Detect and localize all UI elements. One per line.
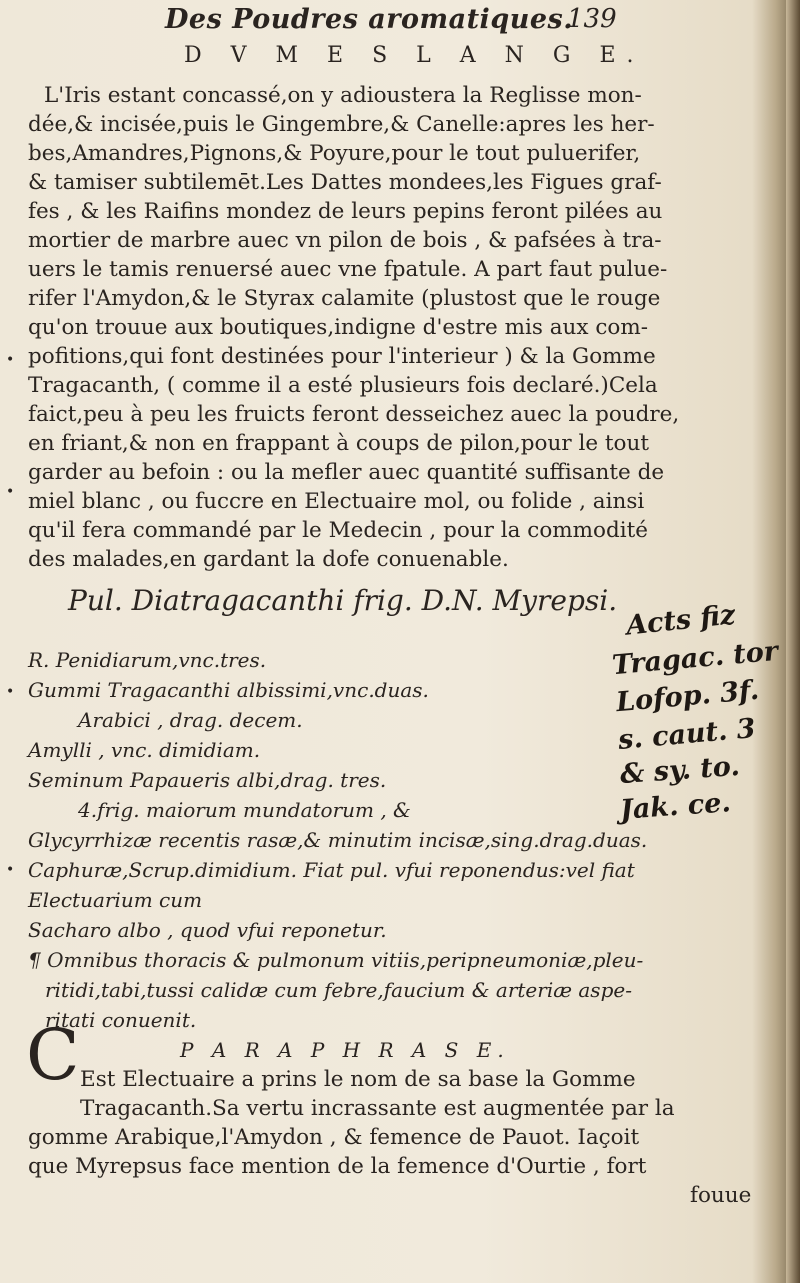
paraphrase-line: Est Electuaire a prins le nom de sa base la Gomme	[80, 1067, 636, 1092]
recipe-title: Pul. Diatragacanthi frig. D.N. Myrepsi.	[68, 584, 618, 617]
marginal-dot: •	[6, 352, 15, 368]
recipe-line: Electuarium cum	[28, 888, 203, 912]
recipe-line: Sacharo albo , quod vfui reponetur.	[28, 918, 387, 942]
recipe-line: ritidi,tabi,tussi calidæ cum febre,faucium & arteriæ aspe-	[45, 978, 632, 1002]
recipe-line: Seminum Papaueris albi,drag. tres.	[28, 768, 387, 792]
margin-note: s. caut. 3	[616, 713, 757, 756]
marginal-dot: •	[6, 484, 15, 500]
recipe-line: Amylli , vnc. dimidiam.	[28, 738, 261, 762]
paraphrase-line: Tragacanth.Sa vertu incrassante est augmentée par la	[80, 1096, 675, 1121]
recipe-line: Caphuræ,Scrup.dimidium. Fiat pul. vfui reponendus:vel fiat	[28, 858, 635, 882]
marginal-dot: •	[6, 684, 15, 700]
handwritten-margin-notes	[610, 599, 800, 835]
body-line: qu'on trouue aux boutiques,indigne d'estre mis aux com-	[28, 315, 648, 340]
body-line: fes , & les Raifins mondez de leurs pepins feront pilées au	[28, 199, 663, 224]
catchword: fouue	[690, 1183, 752, 1208]
drop-cap: C	[26, 1014, 80, 1096]
body-line: qu'il fera commandé par le Medecin , pour la commodité	[28, 518, 648, 543]
body-line: garder au befoin : ou la mefler auec quantité suffisante de	[28, 460, 665, 485]
body-line: & tamiser subtilemēt.Les Dattes mondees,les Figues graf-	[28, 170, 662, 195]
body-line: faict,peu à peu les fruicts feront desseichez auec la poudre,	[28, 402, 680, 427]
running-title: Des Poudres aromatiques.	[165, 4, 574, 35]
recipe-line: Arabici , drag. decem.	[78, 708, 303, 732]
body-line: pofitions,qui font destinées pour l'interieur ) & la Gomme	[28, 344, 656, 369]
paraphrase-line: gomme Arabique,l'Amydon , & femence de Pauot. Iaçoit	[28, 1125, 640, 1150]
recipe-line: 4.frig. maiorum mundatorum , &	[78, 798, 411, 822]
body-line: bes,Amandres,Pignons,& Poyure,pour le tout puluerifer,	[28, 141, 641, 166]
body-line: dée,& incisée,puis le Gingembre,& Canelle:apres les her-	[28, 112, 655, 137]
body-line: mortier de marbre auec vn pilon de bois , & pafsées à tra-	[28, 228, 662, 253]
body-line: Tragacanth, ( comme il a esté plusieurs fois declaré.)Cela	[28, 373, 658, 398]
paraphrase-heading: P A R A P H R A S E.	[180, 1038, 510, 1062]
recipe-line: R. Penidiarum,vnc.tres.	[28, 648, 267, 672]
margin-note: Lofop. 3f.	[614, 674, 761, 719]
body-line: des malades,en gardant la dofe conuenable.	[28, 547, 509, 572]
section-title: D V M E S L A N G E.	[184, 43, 645, 68]
marginal-dot: •	[6, 862, 15, 878]
margin-note: Tragac. tor	[610, 635, 780, 682]
recipe-line: ¶ Omnibus thoracis & pulmonum vitiis,peripneumoniæ,pleu-	[28, 948, 644, 972]
recipe-line: Gummi Tragacanthi albissimi,vnc.duas.	[28, 678, 429, 702]
body-line: L'Iris estant concassé,on y adioustera la Reglisse mon-	[44, 83, 642, 108]
page-number: 139	[567, 4, 617, 34]
margin-note: Acts fiz	[624, 599, 737, 642]
margin-note: Jak. ce.	[619, 787, 732, 826]
body-line: rifer l'Amydon,& le Styrax calamite (plustost que le rouge	[28, 286, 661, 311]
page-gutter-edge	[786, 0, 800, 1283]
margin-note: & sy. to.	[619, 750, 741, 791]
recipe-line: Glycyrrhizæ recentis rasæ,& minutim incisæ,sing.drag.duas.	[28, 828, 648, 852]
body-line: en friant,& non en frappant à coups de pilon,pour le tout	[28, 431, 649, 456]
recipe-line: ritati conuenit.	[45, 1008, 197, 1032]
body-line: miel blanc , ou fuccre en Electuaire mol, ou folide , ainsi	[28, 489, 645, 514]
body-line: uers le tamis renuersé auec vne fpatule. A part faut pulue-	[28, 257, 668, 282]
paraphrase-line: que Myrepsus face mention de la femence d'Ourtie , fort	[28, 1154, 647, 1179]
